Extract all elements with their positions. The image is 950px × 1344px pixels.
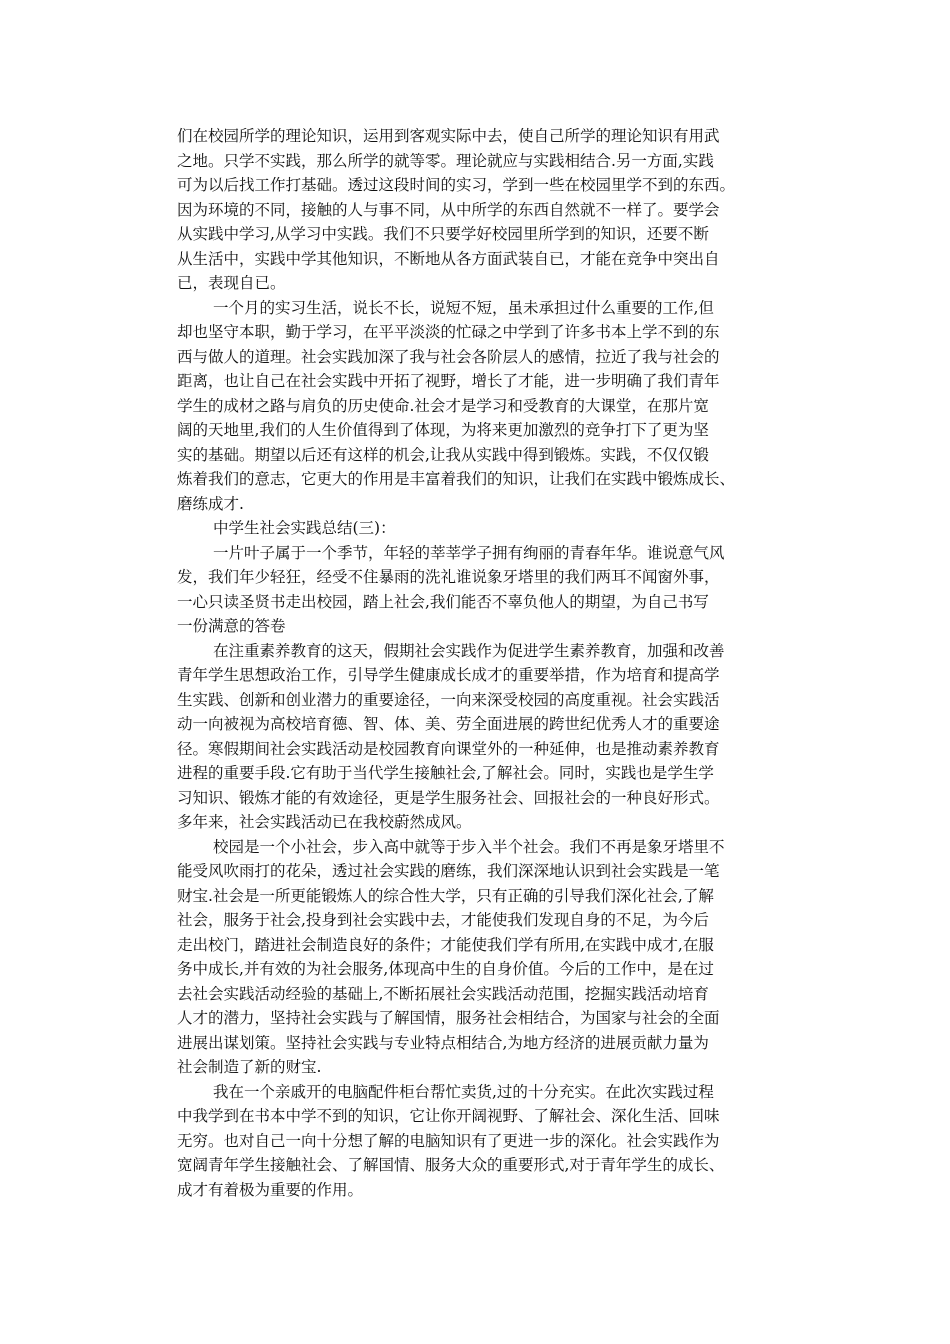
text-line: 社会制造了新的财宝. [177, 1058, 322, 1076]
text-line: 西与做人的道理。社会实践加深了我与社会各阶层人的感情，拉近了我与社会的 [177, 347, 720, 366]
document-body [177, 124, 777, 1202]
text-line: 能受风吹雨打的花朵，透过社会实践的磨练，我们深深地认识到社会实践是一笔 [177, 862, 720, 880]
text-line: 实的基础。期望以后还有这样的机会,让我从实践中得到锻炼。实践，不仅仅锻 [177, 445, 709, 464]
text-line: 从实践中学习,从学习中实践。我们不只要学好校园里所学到的知识，还要不断 [177, 225, 709, 243]
text-line: 一片叶子属于一个季节，年轻的莘莘学子拥有绚丽的青春年华。谁说意气风 [213, 543, 725, 562]
text-line: 人才的潜力，坚持社会实践与了解国情，服务社会相结合，为国家与社会的全面 [177, 1009, 720, 1027]
text-line: 已，表现自已。 [177, 274, 286, 292]
text-line: 我在一个亲戚开的电脑配件柜台帮忙卖货,过的十分充实。在此次实践过程 [213, 1082, 714, 1101]
text-line: 生实践、创新和创业潜力的重要途径，一向来深受校园的高度重视。社会实践活 [177, 690, 720, 709]
text-line: 宽阔青年学生接触社会、了解国情、服务大众的重要形式,对于青年学生的成长、 [177, 1156, 725, 1174]
text-line: 距离，也让自己在社会实践中开拓了视野，增长了才能，进一步明确了我们青年 [177, 372, 720, 390]
text-line: 走出校门，踏进社会制造良好的条件；才能使我们学有所用,在实践中成才,在服 [177, 935, 714, 954]
text-line: 一个月的实习生活，说长不长，说短不短，虽未承担过什么重要的工作,但 [213, 298, 714, 317]
text-line: 财宝.社会是一所更能锻炼人的综合性大学，只有正确的引导我们深化社会,了解 [177, 886, 714, 905]
text-line: 在注重素养教育的这天，假期社会实践作为促进学生素养教育，加强和改善 [213, 641, 725, 660]
text-line: 青年学生思想政治工作，引导学生健康成长成才的重要举措，作为培育和提高学 [177, 666, 720, 684]
text-line: 中学生社会实践总结(三)： [213, 519, 396, 537]
text-line: 磨练成才. [177, 494, 244, 513]
text-line: 因为环境的不同，接触的人与事不同，从中所学的东西自然就不一样了。要学会 [177, 200, 720, 219]
text-line: 一心只读圣贤书走出校园，踏上社会,我们能否不辜负他人的期望，为自己书写 [177, 592, 709, 611]
text-line: 中我学到在书本中学不到的知识，它让你开阔视野、了解社会、深化生活、回味 [177, 1107, 720, 1125]
text-line: 之地。只学不实践，那么所学的就等零。理论就应与实践相结合.另一方面,实践 [177, 151, 714, 170]
text-line: 可为以后找工作打基础。透过这段时间的实习，学到一些在校园里学不到的东西。 [177, 176, 736, 194]
text-line: 从生活中，实践中学其他知识，不断地从各方面武装自已，才能在竞争中突出自 [177, 249, 720, 268]
text-line: 进程的重要手段.它有助于当代学生接触社会,了解社会。同时，实践也是学生学 [177, 764, 714, 782]
text-line: 多年来，社会实践活动已在我校蔚然成风。 [177, 813, 472, 831]
text-line: 一份满意的答卷 [177, 617, 286, 635]
text-line: 进展出谋划策。坚持社会实践与专业特点相结合,为地方经济的进展贡献力量为 [177, 1033, 709, 1052]
text-line: 却也坚守本职，勤于学习，在平平淡淡的忙碌之中学到了许多书本上学不到的东 [177, 323, 720, 341]
text-line: 们在校园所学的理论知识，运用到客观实际中去，使自己所学的理论知识有用武 [177, 127, 720, 145]
text-line: 发，我们年少轻狂，经受不住暴雨的洗礼谁说象牙塔里的我们两耳不闻窗外事， [177, 568, 720, 586]
text-line: 无穷。也对自己一向十分想了解的电脑知识有了更进一步的深化。社会实践作为 [177, 1131, 720, 1150]
text-line: 动一向被视为高校培育德、智、体、美、劳全面进展的跨世纪优秀人才的重要途 [177, 715, 720, 733]
text-line: 阔的天地里,我们的人生价值得到了体现，为将来更加激烈的竞争打下了更为坚 [177, 421, 709, 439]
text-line: 成才有着极为重要的作用。 [177, 1180, 364, 1199]
text-line: 务中成长,并有效的为社会服务,体现高中生的自身价值。今后的工作中，是在过 [177, 960, 714, 978]
text-line: 社会，服务于社会,投身到社会实践中去，才能使我们发现自身的不足，为今后 [177, 911, 709, 929]
text-line: 径。寒假期间社会实践活动是校园教育向课堂外的一种延伸，也是推动素养教育 [177, 739, 720, 758]
text-line: 学生的成材之路与肩负的历史使命.社会才是学习和受教育的大课堂，在那片宽 [177, 396, 709, 415]
text-line: 校园是一个小社会，步入高中就等于步入半个社会。我们不再是象牙塔里不 [213, 837, 725, 856]
text-line: 炼着我们的意志，它更大的作用是丰富着我们的知识，让我们在实践中锻炼成长、 [177, 470, 736, 488]
text-line: 去社会实践活动经验的基础上,不断拓展社会实践活动范围，挖掘实践活动培育 [177, 984, 709, 1003]
text-line: 习知识、锻炼才能的有效途径，更是学生服务社会、回报社会的一种良好形式。 [177, 788, 720, 807]
